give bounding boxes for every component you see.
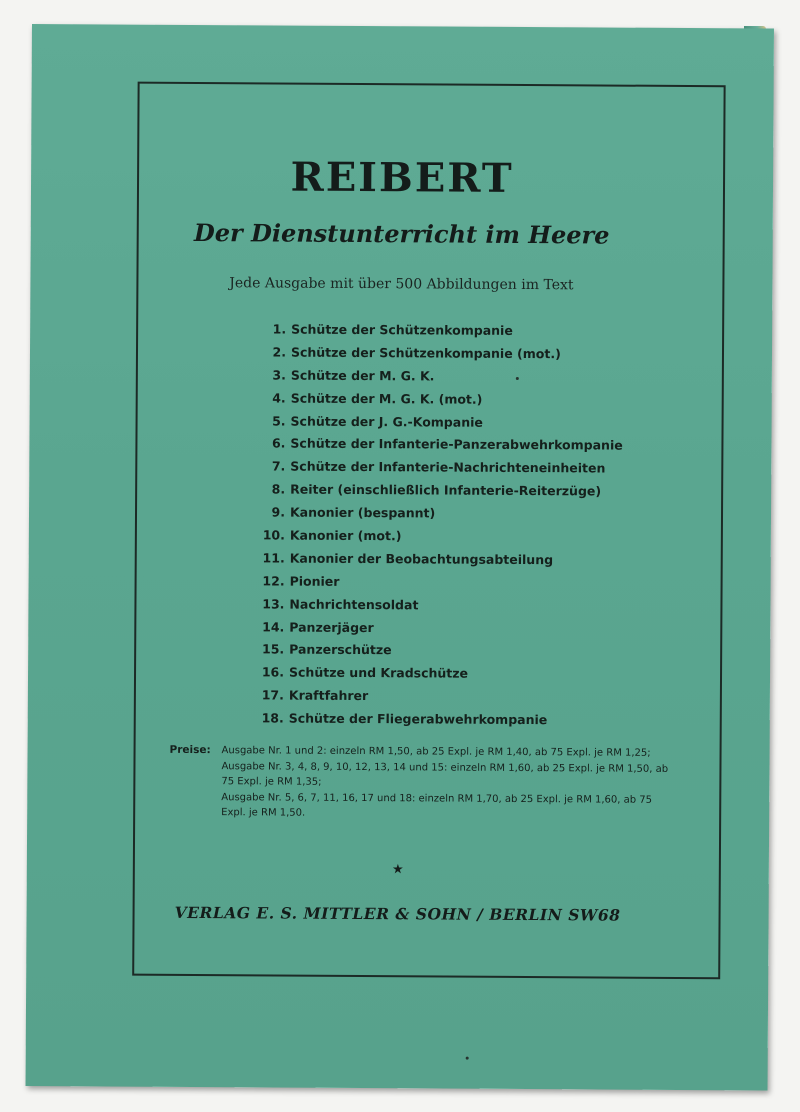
list-item — [249, 524, 669, 549]
list-item-number: 15. — [261, 641, 285, 658]
star-icon: ★ — [391, 862, 404, 878]
cover-content — [32, 24, 774, 925]
list-item-number: 18. — [261, 710, 284, 726]
price-list — [221, 743, 669, 823]
list-item-number: 9. — [271, 504, 286, 520]
list-item — [249, 479, 669, 504]
list-item-number: 10. — [262, 527, 285, 543]
list-item-number: 11. — [262, 550, 285, 566]
list-item-label: Panzerjäger — [289, 619, 374, 635]
list-item-label: Kanonier (mot.) — [289, 527, 402, 544]
cover-subtitle: Der Dienstunterricht im Heere — [193, 217, 610, 250]
list-item — [248, 662, 668, 687]
list-item-number: 17. — [261, 687, 284, 703]
list-item-number: 1. — [272, 321, 287, 337]
list-item — [250, 341, 670, 366]
list-item — [248, 707, 668, 732]
list-item — [250, 410, 670, 435]
list-item-number: 2. — [272, 344, 287, 360]
list-item-number: 5. — [272, 413, 286, 429]
list-item-label: Schütze der Infanterie-Nachrichteneinheiten — [290, 458, 606, 476]
list-item — [249, 456, 669, 481]
list-item-label: Schütze der M. G. K. — [290, 367, 435, 384]
price-label: Preise: — [169, 743, 211, 757]
list-item — [250, 318, 670, 343]
price-line: Ausgabe Nr. 1 und 2: einzeln RM 1,50, ab 25 Expl. je RM 1,40, ab 75 Expl. je RM 1,25; — [221, 745, 651, 759]
list-item — [248, 593, 668, 618]
list-item — [249, 501, 669, 526]
list-item — [249, 570, 669, 595]
list-item-label: Schütze der J. G.-Kompanie — [290, 413, 483, 430]
list-item-label: Kanonier der Beobachtungsabteilung — [289, 550, 554, 568]
edition-list — [248, 318, 671, 733]
list-item-number: 6. — [271, 435, 286, 452]
list-item — [250, 364, 670, 389]
price-section — [169, 743, 669, 824]
list-item — [248, 616, 668, 641]
list-item-label: Pionier — [289, 573, 340, 589]
list-item-label: Panzerschütze — [289, 642, 392, 658]
list-item-label: Kraftfahrer — [288, 687, 369, 704]
price-line: Ausgabe Nr. 3, 4, 8, 9, 10, 12, 13, 14 und 15: einzeln RM 1,60, ab 25 Expl. je RM 1,50, ab 75 Expl. je RM 1,35; — [221, 760, 669, 788]
list-item-label: Nachrichtensoldat — [289, 596, 419, 613]
book-back-cover — [26, 24, 774, 1091]
list-item-number: 3. — [272, 367, 286, 383]
cover-tagline: Jede Ausgabe mit über 500 Abbildungen im Text — [229, 275, 574, 294]
list-item-label: Reiter (einschließlich Infanterie-Reiterzüge) — [290, 481, 602, 499]
list-item-label: Schütze der Schützenkompanie (mot.) — [290, 344, 561, 362]
list-item — [248, 685, 668, 710]
list-item-number: 16. — [261, 664, 285, 680]
publisher-imprint: VERLAG E. S. MITTLER & SOHN / BERLIN SW68 — [174, 902, 621, 925]
list-item-label: Schütze und Kradschütze — [288, 664, 469, 682]
cover-title: REIBERT — [290, 153, 514, 202]
list-item-number: 13. — [262, 596, 285, 612]
list-item-number: 8. — [271, 481, 286, 497]
list-item — [249, 547, 669, 572]
list-item-number: 4. — [272, 390, 286, 406]
list-item-label: Schütze der M. G. K. (mot.) — [290, 390, 483, 407]
dust-speck — [516, 377, 519, 380]
list-item — [250, 387, 670, 412]
list-item-label: Schütze der Fliegerabwehrkompanie — [288, 710, 548, 728]
list-item-number: 14. — [262, 618, 285, 635]
list-item — [249, 433, 669, 458]
list-item-label: Schütze der Schützenkompanie — [291, 321, 513, 338]
price-line: Ausgabe Nr. 5, 6, 7, 11, 16, 17 und 18: einzeln RM 1,70, ab 25 Expl. je RM 1,60, ab 75 Expl. je RM 1,50. — [221, 791, 653, 819]
list-item-label: Schütze der Infanterie-Panzerabwehrkompanie — [290, 436, 623, 454]
list-item — [248, 639, 668, 664]
dust-speck — [466, 1057, 469, 1060]
list-item-label: Kanonier (bespannt) — [289, 504, 436, 521]
list-item-number: 7. — [271, 458, 286, 474]
list-item-number: 12. — [262, 573, 285, 589]
